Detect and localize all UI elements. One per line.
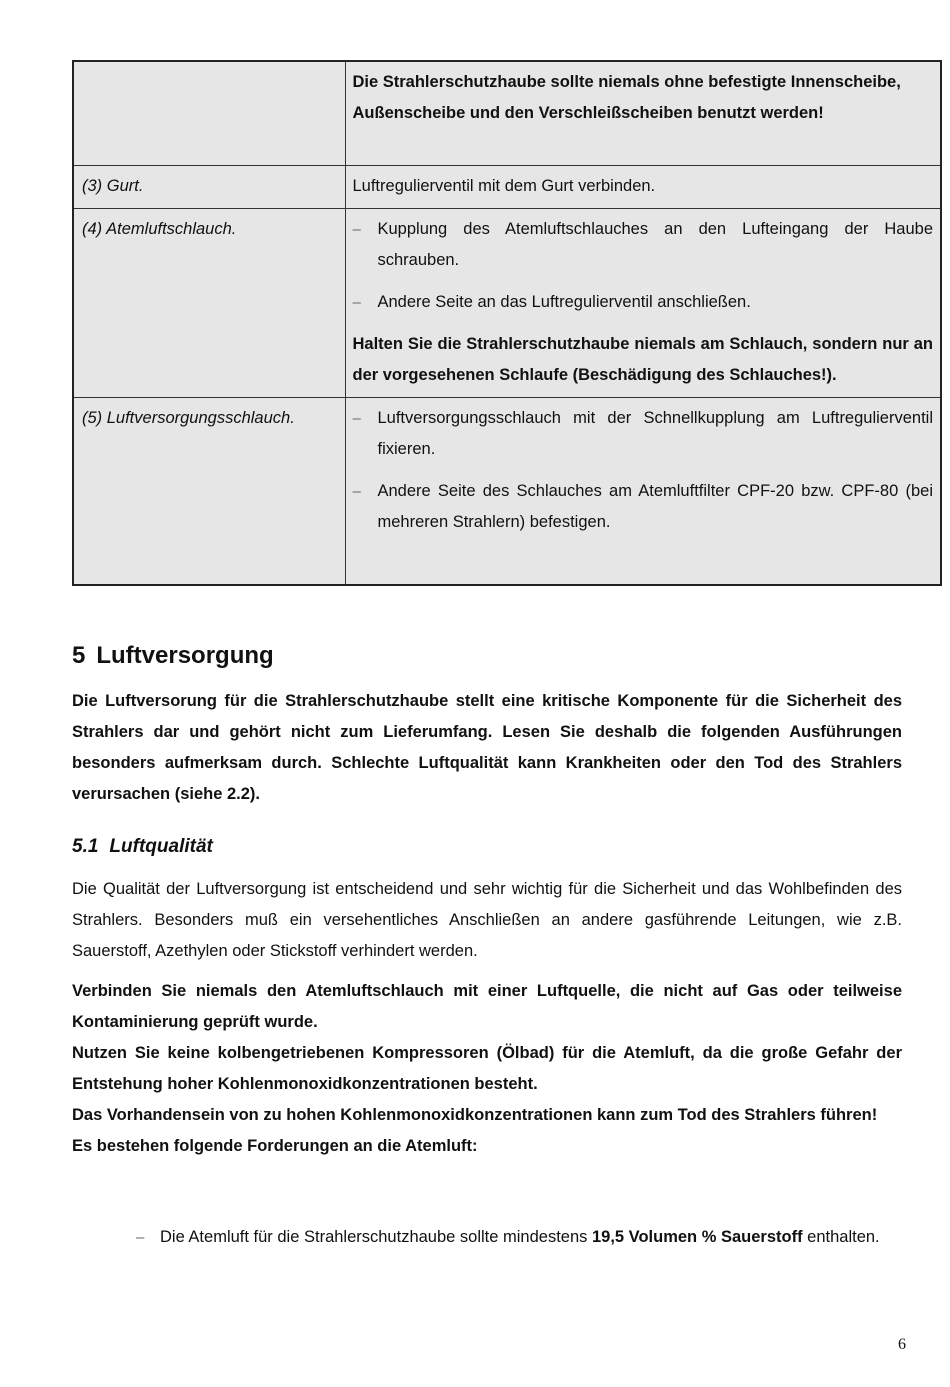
requirement-value: 19,5 Volumen % Sauerstoff xyxy=(591,1228,803,1246)
dash-bullet: – xyxy=(136,1229,145,1246)
warning-line: Nutzen Sie keine kolbengetriebenen Kompressoren (Ölbad) für die Atemluft, da die große Gefahr der Entstehung hoher Kohlenmonoxidkonzentrationen besteht. xyxy=(72,1044,902,1093)
subsection-number: 5.1 xyxy=(72,836,99,857)
step-instruction: Luftregulierventil mit dem Gurt verbinden. xyxy=(352,176,656,195)
section-number: 5 xyxy=(72,642,86,669)
step-label: (4) Atemluftschlauch. xyxy=(73,208,345,397)
requirement-item xyxy=(136,1222,902,1253)
table-row xyxy=(73,61,941,165)
subsection-title: Luftqualität xyxy=(109,836,213,857)
warning-note: Die Strahlerschutzhaube sollte niemals ohne befestigte Innenscheibe, Außenscheibe und den Verschleißscheiben benutzt werden! xyxy=(352,73,901,122)
body-paragraph: Die Qualität der Luftversorgung ist entscheidend und sehr wichtig für die Sicherheit und das Wohlbefinden des Strahlers. Besonders muß ein versehentliches Anschließen an andere gasführende Leitungen, wie z.B. Sauerstoff, Azethylen oder Stickstoff verhindert werden. xyxy=(72,880,902,960)
page-number: 6 xyxy=(898,1336,906,1353)
section-title: Luftversorgung xyxy=(96,642,274,669)
subsection-heading xyxy=(72,833,213,861)
table-row xyxy=(73,165,941,208)
warning-line: Das Vorhandensein von zu hohen Kohlenmonoxidkonzentrationen kann zum Tod des Strahlers führen! xyxy=(72,1106,878,1124)
list-item: – Andere Seite an das Luftregulierventil anschließen. xyxy=(353,287,934,318)
requirement-text-end: enthalten. xyxy=(802,1228,880,1246)
list-item: – Andere Seite des Schlauches am Atemluftfilter CPF-20 bzw. CPF-80 (bei mehreren Strahlern) befestigen. xyxy=(353,476,934,538)
warning-block xyxy=(72,976,902,1162)
table-row xyxy=(73,397,941,585)
table-row xyxy=(73,208,941,397)
warning-line: Es bestehen folgende Forderungen an die Atemluft: xyxy=(72,1137,478,1155)
section-heading xyxy=(72,640,274,672)
requirement-text-start: Die Atemluft für die Strahlerschutzhaube sollte mindestens xyxy=(160,1228,592,1246)
section-intro: Die Luftversorung für die Strahlerschutzhaube stellt eine kritische Komponente für die Sicherheit des Strahlers dar und gehört nicht zum Lieferumfang. Lesen Sie deshalb die folgenden Ausführungen besonders aufmerksam durch. Schlechte Luftqualität kann Krankheiten oder den Tod des Strahlers verursachen (siehe 2.2). xyxy=(72,692,902,803)
list-item: – Luftversorgungsschlauch mit der Schnellkupplung am Luftregulierventil fixieren. xyxy=(353,403,934,465)
assembly-steps-table xyxy=(72,60,942,586)
list-item: – Kupplung des Atemluftschlauches an den Lufteingang der Haube schrauben. xyxy=(353,214,934,276)
step-label xyxy=(73,61,345,165)
warning-note: Halten Sie die Strahlerschutzhaube niemals am Schlauch, sondern nur an der vorgesehenen Schlaufe (Beschädigung des Schlauches!). xyxy=(352,334,933,384)
warning-line: Verbinden Sie niemals den Atemluftschlauch mit einer Luftquelle, die nicht auf Gas oder teilweise Kontaminierung geprüft wurde. xyxy=(72,982,902,1031)
step-label: (5) Luftversorgungsschlauch. xyxy=(73,397,345,585)
step-label: (3) Gurt. xyxy=(73,165,345,208)
